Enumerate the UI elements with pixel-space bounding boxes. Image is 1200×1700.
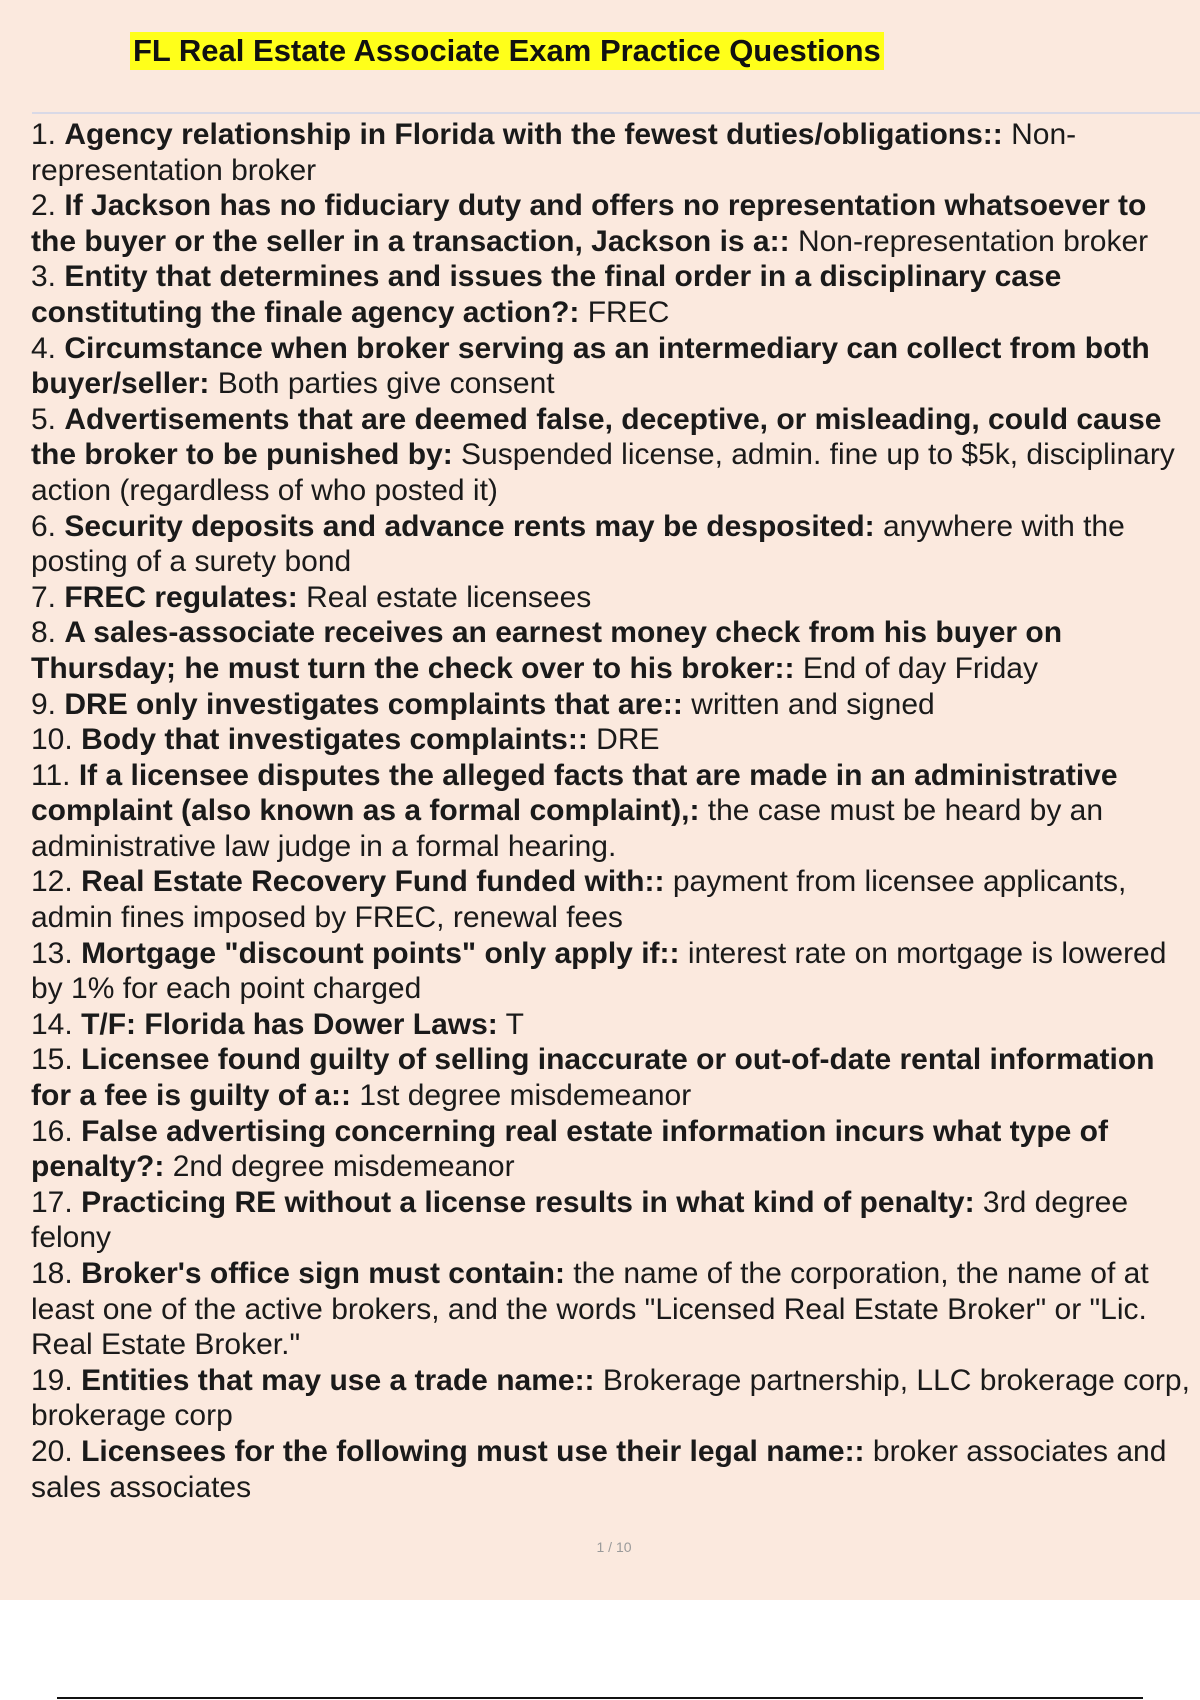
question-text: Security deposits and advance rents may be desposited:	[64, 509, 875, 543]
question-text: Entity that determines and issues the final order in a disciplinary case constituting the finale agency action?:	[31, 260, 1062, 329]
question-number: 6.	[31, 509, 57, 543]
question-item	[31, 1007, 1196, 1043]
question-number: 5.	[31, 402, 57, 436]
question-text: Real Estate Recovery Fund funded with::	[81, 865, 665, 899]
question-text: Mortgage "discount points" only apply if::	[81, 936, 680, 970]
question-text: Broker's office sign must contain:	[81, 1257, 565, 1290]
question-number: 15.	[31, 1043, 73, 1077]
question-number: 7.	[31, 580, 57, 614]
question-text: Licensee found guilty of selling inaccurate or out-of-date rental information for a fee is guilty of a::	[31, 1043, 1155, 1113]
answer-text: payment from licensee applicants, admin fines imposed by FREC, renewal fees	[31, 865, 1127, 935]
question-number: 13.	[31, 936, 73, 970]
answer-text: 1st degree misdemeanor	[359, 1079, 692, 1113]
question-number: 17.	[31, 1185, 73, 1219]
question-item	[31, 722, 1196, 758]
question-item	[31, 402, 1196, 509]
question-item	[31, 758, 1196, 865]
answer-text: the name of the corporation, the name of at least one of the active brokers, and the words "Licensed Real Estate Broker" or "Lic. Real Estate Broker."	[31, 1257, 1149, 1362]
question-number: 3.	[31, 260, 57, 294]
answer-text: Suspended license, admin. fine up to $5k, disciplinary action (regardless of who posted it)	[31, 438, 1175, 507]
question-item	[31, 331, 1196, 402]
answer-text: anywhere with the posting of a surety bond	[31, 509, 1125, 579]
question-item	[31, 687, 1196, 723]
question-number: 2.	[31, 189, 57, 223]
question-number: 18.	[31, 1257, 73, 1290]
question-number: 16.	[31, 1114, 73, 1148]
answer-text: DRE	[596, 723, 660, 757]
question-number: 9.	[31, 687, 57, 721]
question-text: Body that investigates complaints::	[81, 723, 588, 757]
question-item	[31, 1185, 1196, 1256]
question-text: A sales-associate receives an earnest money check from his buyer on Thursday; he must turn the check over to his broker::	[31, 616, 1063, 685]
answer-text: End of day Friday	[802, 651, 1038, 685]
question-text: Agency relationship in Florida with the fewest duties/obligations::	[64, 118, 1003, 151]
question-number: 20.	[31, 1434, 73, 1468]
answer-text: Non-representation broker	[797, 224, 1149, 258]
answer-text: Both parties give consent	[217, 367, 555, 401]
answer-text: broker associates and sales associates	[31, 1434, 1167, 1504]
question-number: 14.	[31, 1007, 73, 1041]
question-text: If a licensee disputes the alleged facts that are made in an administrative complaint (also known as a formal complaint),:	[31, 758, 1118, 828]
question-number: 10.	[31, 723, 73, 757]
answer-text: FREC	[587, 295, 670, 329]
answer-text: the case must be heard by an administrative law judge in a formal hearing.	[31, 794, 1104, 863]
page-bottom-divider	[57, 1697, 1143, 1699]
answer-text: written and signed	[691, 687, 935, 721]
question-text: Licensees for the following must use their legal name::	[81, 1434, 865, 1468]
question-item	[31, 1256, 1196, 1363]
question-number: 4.	[31, 331, 57, 365]
question-text: FREC regulates:	[64, 580, 298, 614]
question-item	[31, 580, 1196, 616]
question-item	[31, 509, 1196, 580]
title-container	[130, 32, 884, 70]
question-text: T/F: Florida has Dower Laws:	[81, 1007, 498, 1041]
question-item	[31, 1363, 1196, 1434]
answer-text: T	[505, 1007, 524, 1041]
question-item	[31, 864, 1196, 935]
answer-text: 2nd degree misdemeanor	[172, 1150, 515, 1184]
question-text: If Jackson has no fiduciary duty and offers no representation whatsoever to the buyer or the seller in a transaction, Jackson is a::	[31, 189, 1147, 258]
question-text: Practicing RE without a license results in what kind of penalty:	[81, 1185, 975, 1219]
question-item	[31, 188, 1196, 259]
question-number: 8.	[31, 616, 57, 650]
question-item	[31, 1114, 1196, 1185]
question-text: DRE only investigates complaints that are::	[64, 687, 683, 721]
question-text: False advertising concerning real estate information incurs what type of penalty?:	[31, 1114, 1108, 1184]
answer-text: Brokerage partnership, LLC brokerage corp, brokerage corp	[31, 1363, 1190, 1433]
question-item	[31, 117, 1196, 188]
question-item	[31, 936, 1196, 1007]
question-item	[31, 1042, 1196, 1113]
question-item	[31, 615, 1196, 686]
question-text: Circumstance when broker serving as an intermediary can collect from both buyer/seller:	[31, 331, 1150, 401]
question-number: 12.	[31, 865, 73, 899]
answer-text: 3rd degree felony	[31, 1185, 1129, 1255]
question-text: Advertisements that are deemed false, deceptive, or misleading, could cause the broker to be punished by:	[31, 402, 1162, 472]
question-number: 19.	[31, 1363, 73, 1397]
answer-text: Real estate licensees	[306, 580, 592, 614]
answer-text: Non-representation broker	[31, 118, 1077, 187]
title-divider	[32, 112, 1200, 114]
question-number: 11.	[31, 758, 71, 792]
question-item	[31, 1434, 1196, 1505]
question-list	[31, 117, 1196, 1505]
question-item	[31, 259, 1196, 330]
page-indicator: 1 / 10	[596, 1539, 632, 1555]
document-title: FL Real Estate Associate Exam Practice Questions	[130, 32, 884, 70]
question-number: 1.	[31, 118, 57, 151]
answer-text: interest rate on mortgage is lowered by 1% for each point charged	[31, 936, 1167, 1006]
question-text: Entities that may use a trade name::	[81, 1363, 595, 1397]
